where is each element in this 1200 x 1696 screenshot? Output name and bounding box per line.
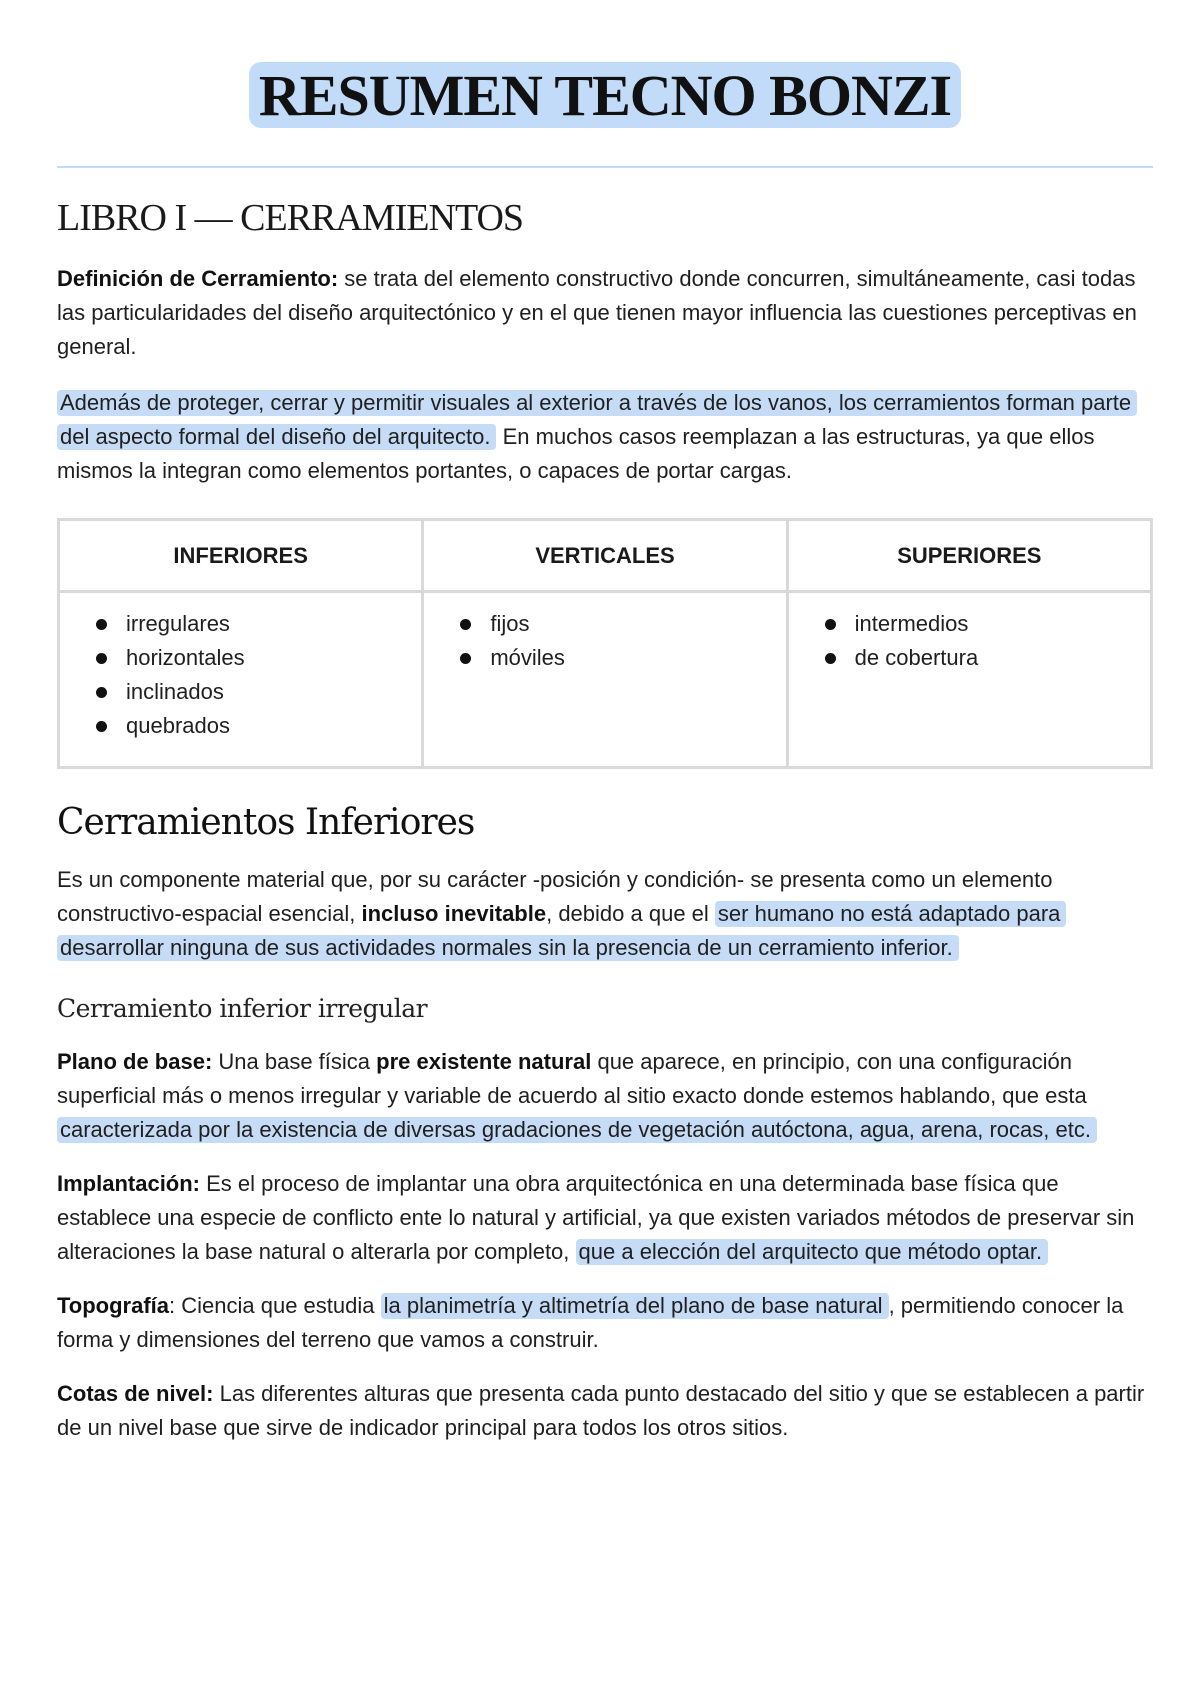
topografia-highlight: la planimetría y altimetría del plano de base natural — [381, 1293, 889, 1319]
plano-bold: pre existente natural — [376, 1049, 592, 1074]
title-divider — [57, 166, 1153, 168]
definicion-text: se trata del elemento constructivo donde concurren, simultáneamente, casi todas las particularidades del diseño arquitectónico y en el que tienen mayor influencia las cuestiones perceptivas en general. — [57, 266, 1137, 359]
table-body-row — [59, 592, 1152, 768]
document-title: RESUMEN TECNO BONZI — [249, 62, 961, 128]
list-item: intermedios — [825, 607, 1150, 641]
list-item: quebrados — [96, 709, 421, 743]
topografia-label: Topografía — [57, 1293, 170, 1318]
plano-paragraph — [57, 1045, 1153, 1147]
table-cell-verticales — [423, 592, 787, 768]
plano-text-b: que aparece, en principio, con una configuración superficial más o menos irregular y variable de acuerdo al sitio exacto donde estemos hablando, que esta — [57, 1049, 1087, 1108]
table-cell-inferiores — [59, 592, 423, 768]
table-header-verticales: VERTICALES — [423, 520, 787, 592]
list-item: inclinados — [96, 675, 421, 709]
title-block — [57, 62, 1153, 134]
inferiores-highlight: ser humano no está adaptado para desarrollar ninguna de sus actividades normales sin la presencia de un cerramiento inferior. — [57, 901, 1066, 961]
ademas-highlight: Además de proteger, cerrar y permitir visuales al exterior a través de los vanos, los cerramientos forman parte del aspecto formal del diseño del arquitecto. — [57, 390, 1137, 450]
implantacion-highlight: que a elección del arquitecto que método optar. — [576, 1239, 1049, 1265]
definicion-label: Definición de Cerramiento: — [57, 266, 339, 291]
implantacion-paragraph — [57, 1167, 1153, 1269]
cotas-text: Las diferentes alturas que presenta cada punto destacado del sitio y que se establecen a partir de un nivel base que sirve de indicador principal para todos los otros sitios. — [57, 1381, 1145, 1440]
list-item: móviles — [460, 641, 785, 675]
list-item: de cobertura — [825, 641, 1150, 675]
list-item: fijos — [460, 607, 785, 641]
cotas-paragraph — [57, 1377, 1153, 1445]
table-header-superiores: SUPERIORES — [787, 520, 1151, 592]
table-header-inferiores: INFERIORES — [59, 520, 423, 592]
topografia-paragraph — [57, 1289, 1153, 1357]
inferiores-text-b: , debido a que el — [546, 901, 715, 926]
inferiores-bold: incluso inevitable — [361, 901, 547, 926]
document-page — [57, 62, 1153, 1445]
list-item: horizontales — [96, 641, 421, 675]
table-header-row — [59, 520, 1152, 592]
ademas-paragraph — [57, 386, 1153, 488]
bullet-list — [460, 607, 785, 675]
inferiores-text-a: Es un componente material que, por su carácter -posición y condición- se presenta como un elemento constructivo-espacial esencial, — [57, 867, 1053, 926]
cotas-label: Cotas de nivel: — [57, 1381, 214, 1406]
topografia-text-b: , permitiendo conocer la forma y dimensiones del terreno que vamos a construir. — [57, 1293, 1124, 1352]
irregular-heading: Cerramiento inferior irregular — [57, 994, 428, 1023]
inferiores-paragraph — [57, 863, 1153, 965]
implantacion-label: Implantación: — [57, 1171, 201, 1196]
implantacion-text: Es el proceso de implantar una obra arquitectónica en una determinada base física que establece una especie de conflicto ente lo natural y artificial, ya que existen variados métodos de preservar sin alteraciones la base natural o alterarla por completo, — [57, 1171, 1135, 1264]
plano-colon: : — [204, 1049, 213, 1074]
plano-label: Plano de base — [57, 1049, 205, 1074]
ademas-text: En muchos casos reemplazan a las estructuras, ya que ellos mismos la integran como elementos portantes, o capaces de portar cargas. — [57, 424, 1095, 483]
list-item: irregulares — [96, 607, 421, 641]
definicion-paragraph — [57, 262, 1153, 364]
table-cell-superiores — [787, 592, 1151, 768]
plano-highlight: caracterizada por la existencia de diversas gradaciones de vegetación autóctona, agua, arena, rocas, etc. — [57, 1117, 1097, 1143]
bullet-list — [825, 607, 1150, 675]
inferiores-heading: Cerramientos Inferiores — [57, 802, 475, 843]
libro-heading: LIBRO I — CERRAMIENTOS — [57, 197, 524, 239]
bullet-list — [96, 607, 421, 743]
cerramientos-table — [57, 518, 1153, 769]
plano-text-a: Una base física — [212, 1049, 377, 1074]
topografia-text-a: : Ciencia que estudia — [169, 1293, 381, 1318]
